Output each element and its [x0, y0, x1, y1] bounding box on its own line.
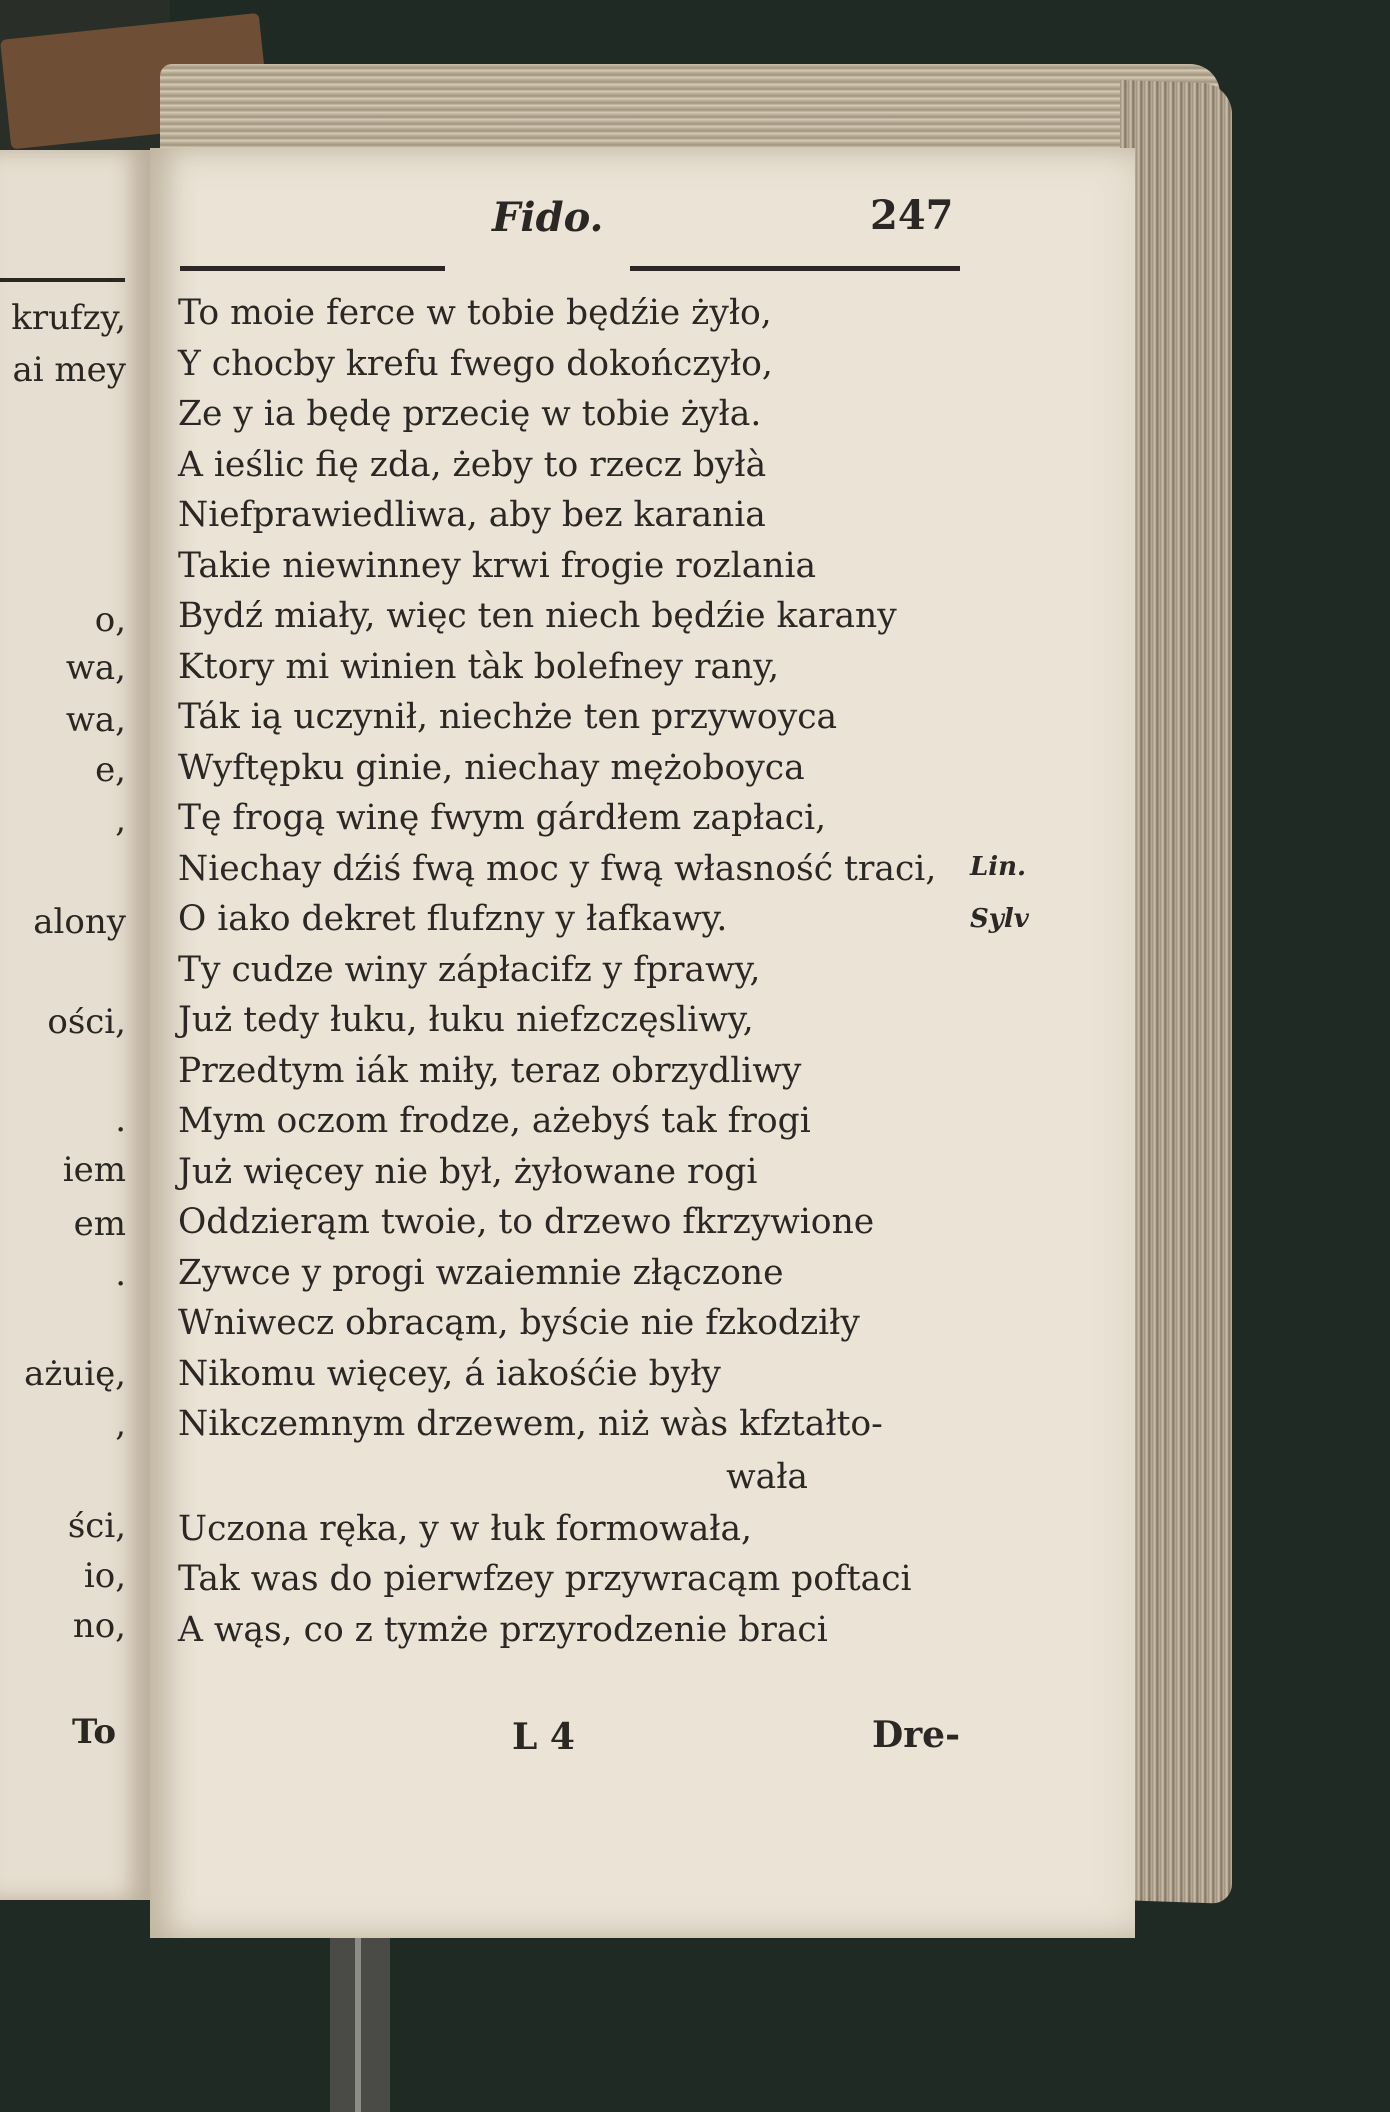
verse-line: Przedtym iák miły, teraz obrzydliwy	[178, 1050, 802, 1091]
verse-line: Ktory mi winien tàk bolefney rany,	[178, 646, 780, 687]
left-line: ści,	[67, 1506, 126, 1546]
left-line: io,	[83, 1556, 126, 1596]
signature-mark: L 4	[512, 1716, 575, 1758]
verse-line: Tę frogą winę fwym gárdłem zapłaci,	[178, 798, 827, 838]
verse-turnover: wała	[726, 1456, 808, 1497]
left-line: ości,	[47, 1002, 126, 1042]
left-page	[0, 150, 153, 1900]
verse-line: Mym oczom frodze, ażebyś tak frogi	[178, 1101, 811, 1141]
left-line: no,	[72, 1606, 126, 1646]
verse-line: Ty cudze winy zápłacifz y fprawy,	[178, 949, 761, 990]
left-line: alony	[33, 902, 126, 942]
left-catchword: To	[72, 1712, 117, 1752]
verse-line: Oddzierąm twoie, to drzewo fkrzywione	[178, 1202, 875, 1242]
verse-line: A wąs, co z tymże przyrodzenie braci	[178, 1609, 828, 1650]
verse-line: Już więcey nie był, żyłowane rogi	[178, 1151, 758, 1192]
verse-line: O iako dekret flufzny y łafkawy.	[178, 899, 728, 939]
left-line: .	[115, 1100, 126, 1140]
left-line: iem	[62, 1150, 126, 1190]
left-line: ,	[115, 1404, 126, 1444]
verse-line: Tak was do pierwfzey przywracąm poftaci	[178, 1559, 912, 1599]
left-line: .	[115, 1254, 126, 1294]
verse-line: Bydź miały, więc ten niech będźie karany	[178, 596, 897, 636]
verse-line: A ieślic fię zda, żeby to rzecz byłà	[178, 444, 767, 485]
left-header-rule	[0, 278, 125, 282]
catchword: Dre-	[872, 1714, 961, 1756]
left-line: wa,	[65, 700, 126, 740]
left-line: ai mey	[12, 350, 126, 390]
verse-line: Zywce y progi wzaiemnie złączone	[178, 1252, 784, 1293]
left-line: o,	[94, 600, 126, 640]
verse-line: Ták ią uczynił, niechże ten przywoyca	[178, 697, 838, 737]
verse-line: Nikczemnym drzewem, niż wàs kfztałto-	[178, 1404, 883, 1444]
verse-line: Takie niewinney krwi frogie rozlania	[178, 545, 817, 586]
verse-line: Nikomu więcey, á iakośćie były	[178, 1353, 721, 1394]
page-block-fore-edge	[1120, 80, 1232, 1904]
verse-line: Ze y ia będę przecię w tobie żyła.	[178, 394, 762, 434]
verse-line: Wniwecz obracąm, byście nie fzkodziły	[178, 1303, 860, 1343]
left-line: ażuię,	[24, 1354, 126, 1394]
left-line: e,	[95, 750, 126, 790]
left-line: krufzy,	[11, 298, 126, 338]
page-block-top-edge	[160, 64, 1220, 156]
header-rule-left	[180, 266, 445, 271]
verse-line: Y chocby krefu fwego dokończyło,	[178, 343, 773, 384]
margin-note: Sylv	[970, 904, 1029, 934]
verse-line: Uczona ręka, y w łuk formowała,	[178, 1508, 752, 1549]
left-line: wa,	[65, 648, 126, 688]
verse-block	[178, 288, 1118, 1655]
verse-line: Niefprawiedliwa, aby bez karania	[178, 495, 766, 535]
running-head: Fido.	[492, 194, 604, 241]
verse-line: Już tedy łuku, łuku niefzczęsliwy,	[178, 1000, 754, 1040]
verse-line: Wyftępku ginie, niechay mężoboyca	[178, 747, 805, 788]
right-page	[150, 148, 1135, 1938]
margin-note: Lin.	[970, 852, 1027, 882]
left-line: em	[73, 1204, 126, 1244]
page-number: 247	[870, 192, 954, 239]
verse-line: To moie ferce w tobie będźie żyło,	[178, 293, 772, 333]
verse-line: Niechay dźiś fwą moc y fwą własność traci,	[178, 848, 937, 889]
left-line: ,	[115, 800, 126, 840]
header-rule-right	[630, 266, 960, 271]
